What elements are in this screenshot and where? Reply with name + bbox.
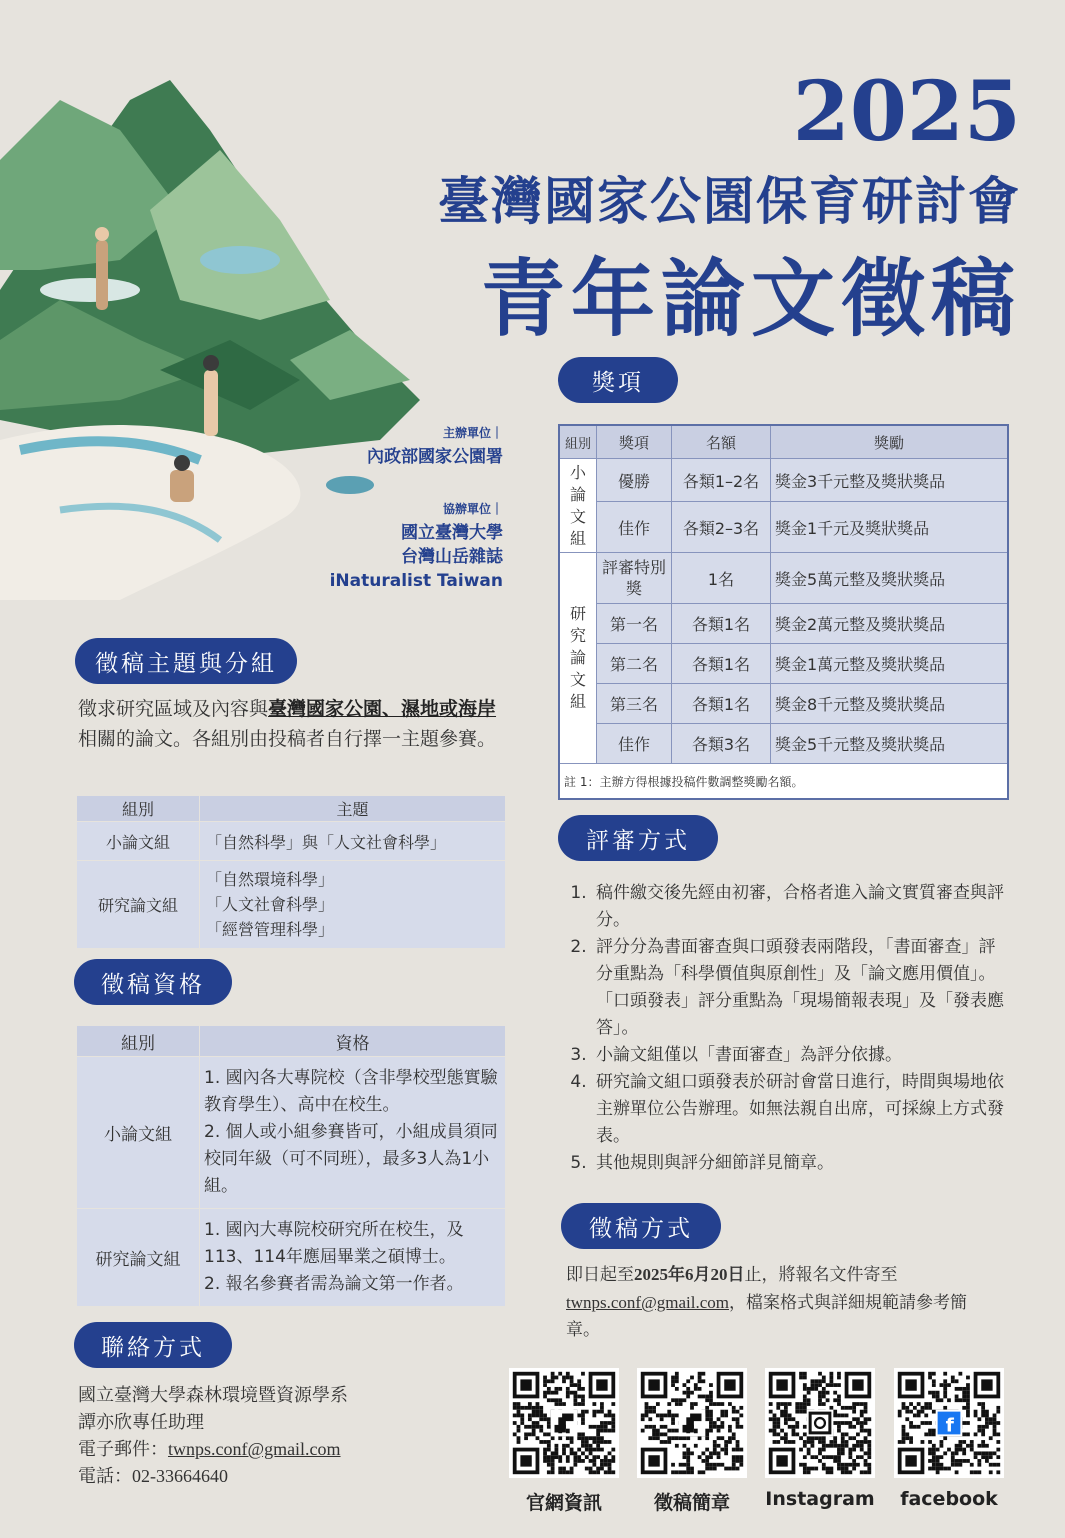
table-header: 獎勵 [771, 425, 1009, 459]
award-cell: 第一名 [597, 604, 672, 644]
review-list [560, 880, 1008, 1177]
eligibility-item: 2. 個人或小組參賽皆可，小組成員須同校同年級（可不同班），最多3人為1小組。 [204, 1122, 498, 1196]
submission-text [566, 1261, 986, 1344]
contact-person: 譚亦欣專任助理 [78, 1412, 204, 1433]
host-label: 主辦單位｜ [442, 426, 503, 440]
contact-block [78, 1382, 348, 1490]
event-subtitle: 青年論文徵稿 [480, 250, 1021, 348]
list-item: 1. 稿件繳交後先經由初審，合格者進入論文實質審查與評分。 [592, 880, 1008, 934]
prize-cell: 獎金8千元整及獎狀獎品 [771, 684, 1009, 724]
group-cell: 研究論文組 [77, 861, 200, 949]
group-cell: 研究論文組 [77, 1209, 200, 1307]
qr-code-facebook[interactable] [894, 1368, 1004, 1478]
eligibility-item: 2. 報名參賽者需為論文第一作者。 [204, 1274, 464, 1294]
co-organizer: 台灣山岳雜誌 [401, 547, 503, 567]
group-cell [559, 459, 597, 553]
list-item: 2. 評分分為書面審查與口頭發表兩階段，「書面審查」評分重點為「科學價值與原創性」及「論文應用價值」。「口頭發表」評分重點為「現場簡報表現」及「發表應答」。 [592, 934, 1008, 1042]
eligibility-cell [200, 1057, 506, 1209]
table-row [77, 822, 506, 861]
table-row [559, 459, 1008, 502]
topic-cell [200, 861, 506, 949]
prize-cell: 獎金5萬元整及獎狀獎品 [771, 553, 1009, 604]
eligibility-heading: 徵稿資格 [74, 959, 232, 1005]
table-row [559, 684, 1008, 724]
contact-heading: 聯絡方式 [74, 1322, 232, 1368]
submission-deadline: 2025年6月20日 [634, 1265, 745, 1284]
host-name: 內政部國家公園署 [367, 447, 503, 467]
prize-cell: 獎金1千元及獎狀獎品 [771, 502, 1009, 553]
qr-label-facebook: facebook [900, 1488, 998, 1510]
prize-cell: 獎金2萬元整及獎狀獎品 [771, 604, 1009, 644]
prize-cell: 獎金1萬元整及獎狀獎品 [771, 644, 1009, 684]
submission-pre: 即日起至 [566, 1265, 634, 1285]
review-heading: 評審方式 [558, 815, 718, 861]
eligibility-item: 1. 國內大專院校研究所在校生，及113、114年應屆畢業之碩博士。 [204, 1220, 464, 1267]
table-row [559, 644, 1008, 684]
submission-email-link[interactable]: twnps.conf@gmail.com [566, 1293, 729, 1312]
topic-item: 「自然環境科學」 [206, 870, 335, 889]
submission-mid: 止，將報名文件寄至 [744, 1265, 898, 1285]
eligibility-item: 1. 國內各大專院校（含非學校型態實驗教育學生）、高中在校生。 [204, 1068, 498, 1115]
quota-cell: 各類1名 [672, 644, 771, 684]
award-cell: 評審特別獎 [597, 553, 672, 604]
table-header: 組別 [77, 796, 200, 822]
contact-email-line [78, 1436, 348, 1463]
table-row [77, 861, 506, 949]
co-label: 協辦單位｜ [442, 502, 503, 516]
awards-heading: 獎項 [558, 357, 678, 403]
awards-note: 註 1：主辦方得根據投稿件數調整獎勵名額。 [559, 764, 1008, 800]
table-row [77, 1057, 506, 1209]
contact-email-link[interactable]: twnps.conf@gmail.com [168, 1439, 341, 1459]
co-organizer: 國立臺灣大學 [401, 523, 503, 543]
table-row [559, 724, 1008, 764]
awards-table [558, 424, 1009, 800]
table-row [559, 604, 1008, 644]
co-organizers [330, 500, 503, 593]
eligibility-table [76, 1025, 506, 1307]
group-cell: 小論文組 [77, 1057, 200, 1209]
award-cell: 第三名 [597, 684, 672, 724]
group-cell: 小論文組 [77, 822, 200, 861]
list-item: 3. 小論文組僅以「書面審查」為評分依據。 [592, 1042, 1008, 1069]
quota-cell: 各類2–3名 [672, 502, 771, 553]
topics-intro-pre: 徵求研究區域及內容與 [78, 698, 269, 720]
email-label: 電子郵件： [78, 1439, 168, 1460]
host-organizer [367, 424, 503, 469]
table-row [77, 1209, 506, 1307]
topic-item: 「人文社會科學」 [206, 895, 335, 914]
qr-code-instagram[interactable] [765, 1368, 875, 1478]
qr-label-instagram: Instagram [765, 1488, 875, 1510]
table-header: 獎項 [597, 425, 672, 459]
table-header: 名額 [672, 425, 771, 459]
qr-label-website: 官網資訊 [525, 1492, 602, 1514]
qr-code-brochure[interactable] [637, 1368, 747, 1478]
group-label-vertical: 研 究 論 文 組 [569, 604, 586, 711]
quota-cell: 1名 [672, 553, 771, 604]
quota-cell: 各類1名 [672, 684, 771, 724]
award-cell: 佳作 [597, 502, 672, 553]
group-label-vertical: 小 論 文 組 [569, 462, 586, 548]
table-row [559, 553, 1008, 604]
table-row [559, 502, 1008, 553]
quota-cell: 各類1名 [672, 604, 771, 644]
co-organizer: iNaturalist Taiwan [329, 571, 503, 591]
submission-post: ，檔案格式與詳細規範請參考簡章。 [566, 1293, 967, 1340]
topic-cell: 「自然科學」與「人文社會科學」 [200, 822, 506, 861]
topics-intro-highlight: 臺灣國家公園、濕地或海岸 [268, 698, 497, 720]
award-cell: 第二名 [597, 644, 672, 684]
contact-phone: 電話：02-33664640 [78, 1466, 228, 1486]
quota-cell: 各類3名 [672, 724, 771, 764]
submission-heading: 徵稿方式 [561, 1203, 721, 1249]
award-cell: 佳作 [597, 724, 672, 764]
list-item: 4. 研究論文組口頭發表於研討會當日進行，時間與場地依主辦單位公告辦理。如無法親自出席，可採線上方式發表。 [592, 1069, 1008, 1150]
topics-intro-post: 相關的論文。各組別由投稿者自行擇一主題參賽。 [78, 728, 497, 750]
topics-table [76, 795, 506, 949]
topic-item: 「經營管理科學」 [206, 920, 335, 939]
list-item: 5. 其他規則與評分細節詳見簡章。 [592, 1150, 1008, 1177]
prize-cell: 獎金5千元整及獎狀獎品 [771, 724, 1009, 764]
quota-cell: 各類1–2名 [672, 459, 771, 502]
event-year: 2025 [792, 64, 1021, 160]
contact-dept: 國立臺灣大學森林環境暨資源學系 [78, 1385, 348, 1406]
eligibility-cell [200, 1209, 506, 1307]
qr-label-brochure: 徵稿簡章 [653, 1492, 730, 1514]
topics-intro [78, 694, 506, 754]
qr-code-website[interactable] [509, 1368, 619, 1478]
table-header: 主題 [200, 796, 506, 822]
topics-heading: 徵稿主題與分組 [75, 638, 297, 684]
table-header: 組別 [559, 425, 597, 459]
prize-cell: 獎金3千元整及獎狀獎品 [771, 459, 1009, 502]
svg-text:f: f [945, 1414, 954, 1437]
award-cell: 優勝 [597, 459, 672, 502]
event-title: 臺灣國家公園保育研討會 [437, 173, 1021, 232]
table-header: 組別 [77, 1026, 200, 1057]
table-header: 資格 [200, 1026, 506, 1057]
group-cell [559, 553, 597, 764]
